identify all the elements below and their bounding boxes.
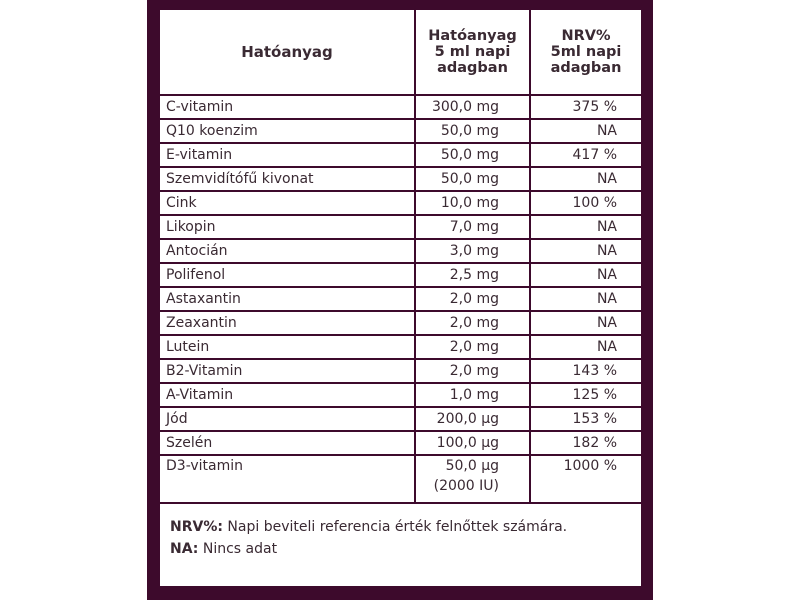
ingredient-name: Szemvidítófű kivonat	[160, 167, 415, 191]
ingredient-name: Likopin	[160, 215, 415, 239]
footnote-na	[170, 538, 631, 560]
nrv-value: 182 %	[530, 431, 641, 455]
table-row	[160, 359, 641, 383]
header-nrv-line3: adagban	[550, 60, 622, 76]
table-row	[160, 239, 641, 263]
table-row	[160, 119, 641, 143]
footnote-term: NRV%:	[170, 519, 223, 535]
table-row	[160, 287, 641, 311]
nrv-value: 153 %	[530, 407, 641, 431]
amount-value: 50,0 µg	[445, 458, 499, 474]
nrv-value: 375 %	[530, 95, 641, 119]
ingredient-name: B2-Vitamin	[160, 359, 415, 383]
table-row	[160, 431, 641, 455]
ingredient-name: Szelén	[160, 431, 415, 455]
table-row	[160, 263, 641, 287]
ingredient-name: A-Vitamin	[160, 383, 415, 407]
ingredient-name: Cink	[160, 191, 415, 215]
header-amount-line3: adagban	[437, 60, 508, 76]
ingredient-amount: 200,0 µg	[415, 407, 530, 431]
ingredient-amount: 2,0 mg	[415, 335, 530, 359]
nrv-value: 125 %	[530, 383, 641, 407]
header-ingredient: Hatóanyag	[160, 10, 415, 95]
header-amount	[415, 10, 530, 95]
ingredient-name: Jód	[160, 407, 415, 431]
nrv-value: NA	[530, 239, 641, 263]
ingredient-name: Lutein	[160, 335, 415, 359]
table-frame	[147, 0, 653, 600]
nrv-value: 100 %	[530, 191, 641, 215]
ingredient-amount: 100,0 µg	[415, 431, 530, 455]
ingredient-amount: 3,0 mg	[415, 239, 530, 263]
ingredient-name: Zeaxantin	[160, 311, 415, 335]
nrv-value: NA	[530, 287, 641, 311]
nutrition-panel	[160, 10, 641, 586]
table-row	[160, 191, 641, 215]
table-row	[160, 95, 641, 119]
amount-extra: (2000 IU)	[433, 478, 499, 494]
nrv-value: NA	[530, 215, 641, 239]
nrv-value: 143 %	[530, 359, 641, 383]
footnote-text: Nincs adat	[198, 541, 278, 557]
header-nrv	[530, 10, 641, 95]
footnotes	[160, 504, 641, 572]
ingredient-name: D3-vitamin	[160, 455, 415, 503]
table-header-row	[160, 10, 641, 95]
table-row	[160, 383, 641, 407]
table-row	[160, 311, 641, 335]
nrv-value: 417 %	[530, 143, 641, 167]
ingredient-name: Q10 koenzim	[160, 119, 415, 143]
ingredient-amount: 50,0 mg	[415, 167, 530, 191]
ingredient-amount: 2,0 mg	[415, 287, 530, 311]
ingredient-name: Astaxantin	[160, 287, 415, 311]
footnote-text: Napi beviteli referencia érték felnőttek számára.	[222, 519, 568, 535]
footnote-term: NA:	[170, 541, 199, 557]
table-row	[160, 167, 641, 191]
ingredient-amount: 2,0 mg	[415, 359, 530, 383]
ingredient-amount: 300,0 mg	[415, 95, 530, 119]
ingredient-amount: 7,0 mg	[415, 215, 530, 239]
nrv-value: NA	[530, 335, 641, 359]
ingredient-name: Antocián	[160, 239, 415, 263]
footnote-nrv	[170, 516, 631, 538]
ingredients-table	[160, 10, 641, 504]
nrv-value: 1000 %	[530, 455, 641, 503]
header-amount-line2: 5 ml napi	[434, 44, 511, 60]
ingredient-amount	[415, 455, 530, 503]
ingredient-amount: 2,0 mg	[415, 311, 530, 335]
table-row	[160, 407, 641, 431]
ingredient-name: E-vitamin	[160, 143, 415, 167]
ingredient-amount: 10,0 mg	[415, 191, 530, 215]
table-row	[160, 143, 641, 167]
table-row	[160, 335, 641, 359]
header-nrv-line1: NRV%	[561, 28, 611, 44]
table-row	[160, 215, 641, 239]
table-row	[160, 455, 641, 503]
ingredient-amount: 1,0 mg	[415, 383, 530, 407]
nrv-value: NA	[530, 311, 641, 335]
ingredient-amount: 2,5 mg	[415, 263, 530, 287]
nrv-value: NA	[530, 263, 641, 287]
ingredient-name: C-vitamin	[160, 95, 415, 119]
ingredient-amount: 50,0 mg	[415, 119, 530, 143]
nrv-value: NA	[530, 119, 641, 143]
header-nrv-line2: 5ml napi	[550, 44, 622, 60]
ingredient-amount: 50,0 mg	[415, 143, 530, 167]
ingredient-name: Polifenol	[160, 263, 415, 287]
nrv-value: NA	[530, 167, 641, 191]
header-amount-line1: Hatóanyag	[428, 28, 517, 44]
